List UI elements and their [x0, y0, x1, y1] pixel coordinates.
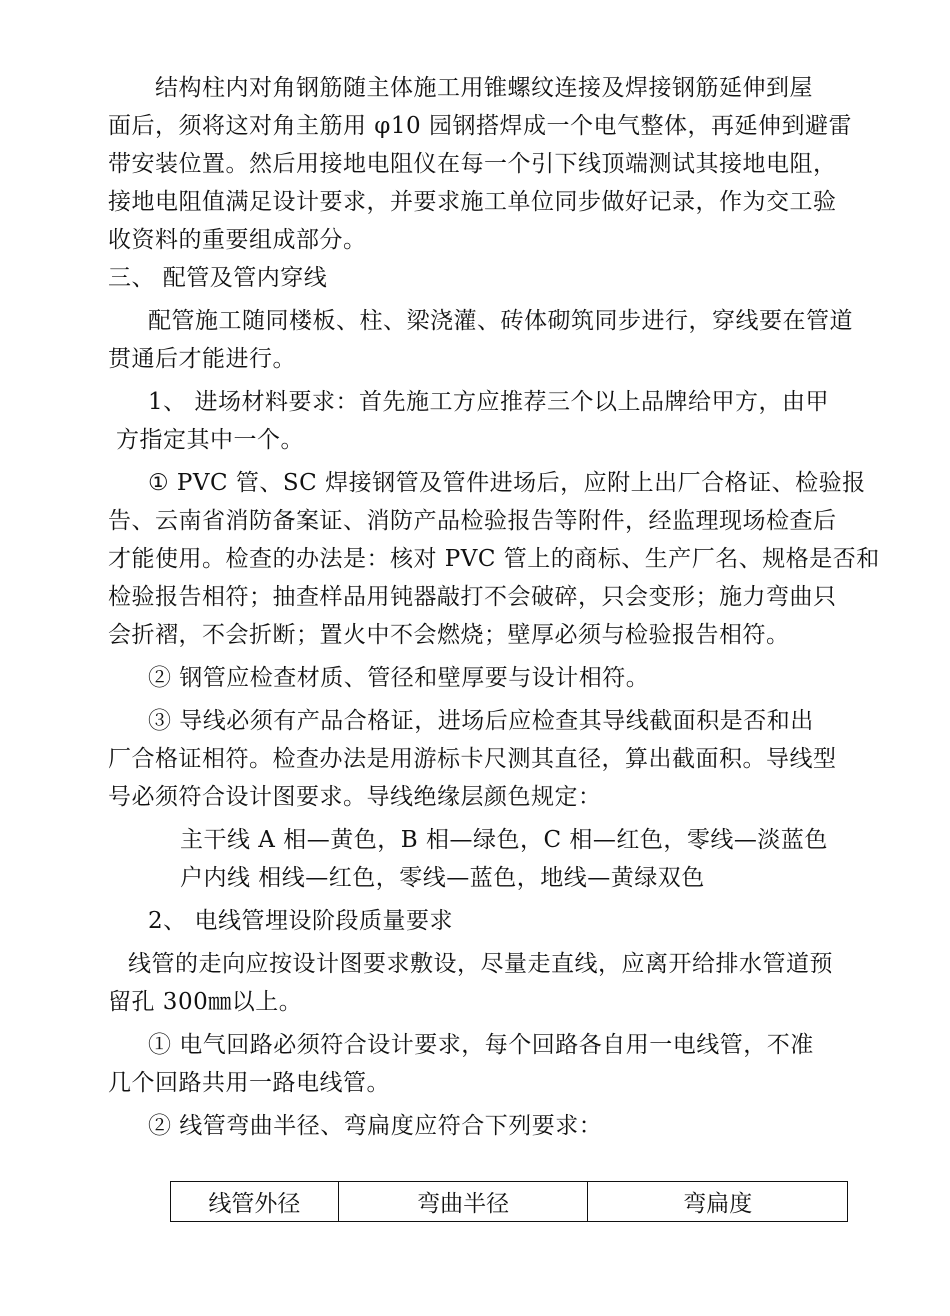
list-item-text: ① 电气回路必须符合设计要求，每个回路各自用一电线管，不准	[148, 1032, 814, 1058]
body-text-line: 贯通后才能进行。	[108, 346, 296, 372]
body-text-line: 带安装位置。然后用接地电阻仪在每一个引下线顶端测试其接地电阻，	[108, 151, 837, 177]
body-text-line: 收资料的重要组成部分。	[108, 227, 367, 253]
body-text-line: 配管施工随同楼板、柱、梁浇灌、砖体砌筑同步进行，穿线要在管道	[148, 308, 853, 334]
section-heading: 三、 配管及管内穿线	[108, 265, 328, 291]
body-text-line: 结构柱内对角钢筋随主体施工用锥螺纹连接及焊接钢筋延伸到屋	[155, 75, 813, 101]
body-text-line: 线管的走向应按设计图要求敷设，尽量走直线，应离开给排水管道预	[128, 951, 833, 977]
body-text-line: 告、云南省消防备案证、消防产品检验报告等附件，经监理现场检查后	[108, 508, 837, 534]
table-header-cell-outer-diameter: 线管外径	[171, 1182, 339, 1222]
body-text-line: 检验报告相符；抽查样品用钝器敲打不会破碎，只会变形；施力弯曲只	[108, 584, 837, 610]
body-text-line: 方指定其中一个。	[116, 427, 304, 453]
subsection-heading: 1、 进场材料要求：首先施工方应推荐三个以上品牌给甲方，由甲	[148, 389, 829, 415]
wire-color-indoor-line: 户内线 相线—红色，零线—蓝色，地线—黄绿双色	[180, 865, 705, 891]
body-text-line: 号必须符合设计图要求。导线绝缘层颜色规定：	[108, 784, 602, 810]
wire-color-main-line: 主干线 A 相—黄色，B 相—绿色，C 相—红色，零线—淡蓝色	[180, 827, 828, 853]
body-text-line: 几个回路共用一路电线管。	[108, 1070, 390, 1096]
subsection-heading: 2、 电线管埋设阶段质量要求	[148, 908, 453, 934]
bend-radius-table	[170, 1181, 848, 1222]
table-header-cell-bend-radius: 弯曲半径	[338, 1182, 588, 1222]
list-item-text: ② 线管弯曲半径、弯扁度应符合下列要求：	[148, 1113, 603, 1139]
body-text-line: 才能使用。检查的办法是：核对 PVC 管上的商标、生产厂名、规格是否和	[108, 546, 880, 572]
body-text-line: 会折褶，不会折断；置火中不会燃烧；壁厚必须与检验报告相符。	[108, 622, 790, 648]
list-item-text: ② 钢管应检查材质、管径和壁厚要与设计相符。	[148, 665, 650, 691]
table-header-cell-flatness: 弯扁度	[588, 1182, 848, 1222]
body-text-line: 接地电阻值满足设计要求，并要求施工单位同步做好记录，作为交工验	[108, 189, 837, 215]
body-text-line: 厂合格证相符。检查办法是用游标卡尺测其直径，算出截面积。导线型	[108, 746, 837, 772]
table-header-row	[171, 1182, 848, 1222]
body-text-line: 留孔 300㎜以上。	[108, 989, 303, 1015]
list-item-text: ① PVC 管、SC 焊接钢管及管件进场后，应附上出厂合格证、检验报	[148, 470, 866, 496]
body-text-line: 面后，须将这对角主筋用 φ10 园钢搭焊成一个电气整体，再延伸到避雷	[108, 113, 852, 139]
list-item-text: ③ 导线必须有产品合格证，进场后应检查其导线截面积是否和出	[148, 708, 814, 734]
